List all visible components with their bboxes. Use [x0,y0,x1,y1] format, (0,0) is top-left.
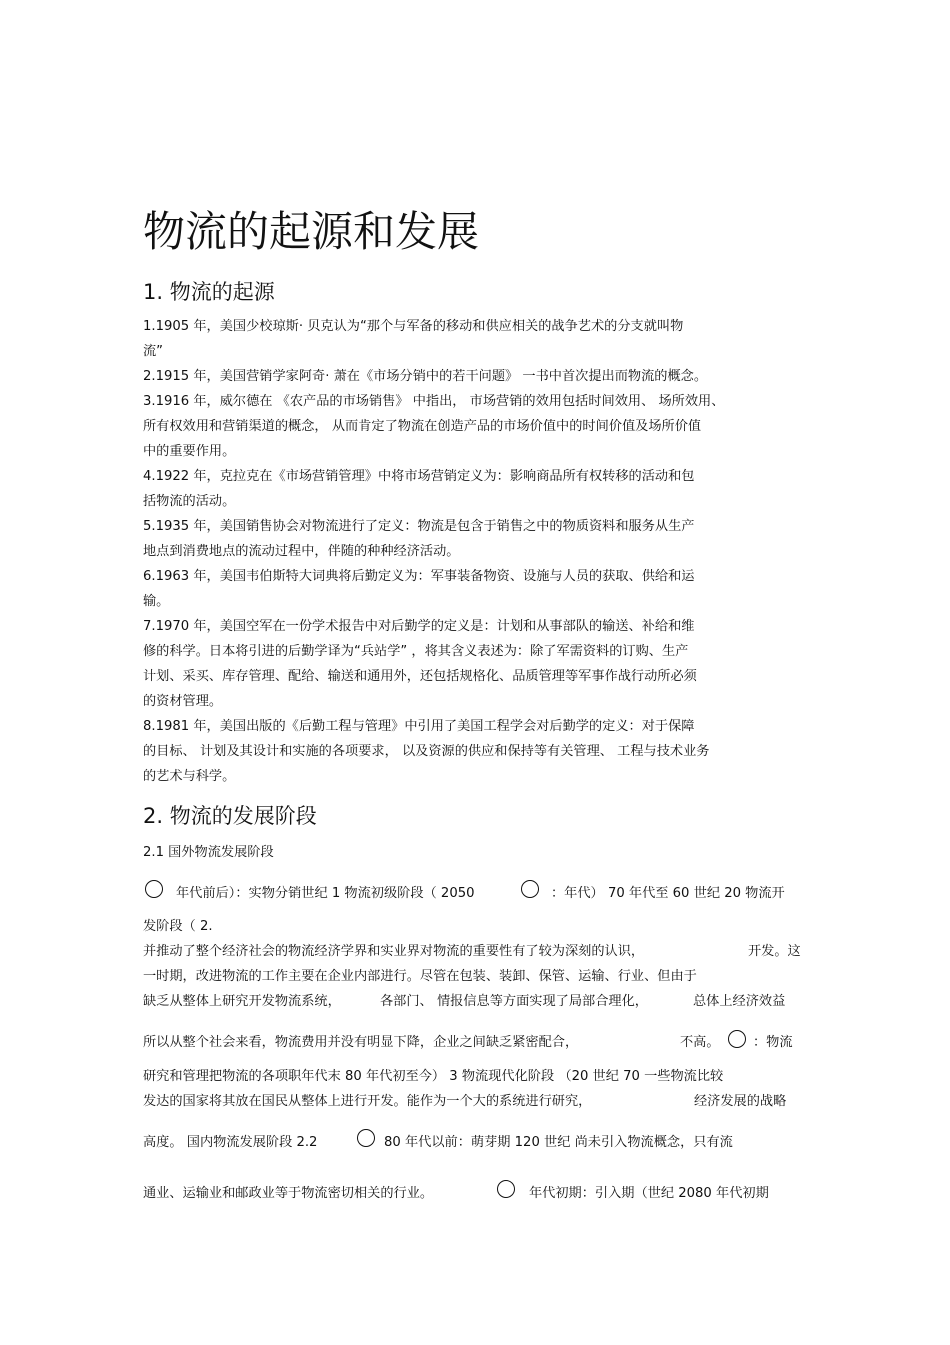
text-line: 年代初期：引入期（世纪 2080 年代初期 [529,1186,769,1201]
text-line: 地点到消费地点的流动过程中，伴随的种种经济活动。 [143,544,460,559]
text-line: 6.1963 年，美国韦伯斯特大词典将后勤定义为：军事装备物资、设施与人员的获取、供给和运 [143,569,695,584]
text-line: 3.1916 年，威尔德在 《农产品的市场销售》 中指出， 市场营销的效用包括时间效用、 场所效用、 [143,394,725,409]
text-line: 开发。这 [748,944,801,959]
text-line: 输。 [143,594,170,609]
text-line: 所以从整个社会来看，物流费用并没有明显下降，企业之间缺乏紧密配合， [143,1035,579,1050]
page-title: 物流的起源和发展 [143,207,480,256]
text-line: 4.1922 年，克拉克在《市场营销管理》中将市场营销定义为：影响商品所有权转移的活动和包 [143,469,695,484]
circle-marker-icon [497,1180,515,1198]
text-line: 2.1915 年，美国营销学家阿奇· 萧在《市场分销中的若干问题》 一书中首次提出而物流的概念。 [143,369,708,384]
text-line: 中的重要作用。 [143,444,236,459]
text-line: 流” [143,344,164,359]
text-line: 缺乏从整体上研究开发物流系统， [143,994,341,1009]
text-line: 所有权效用和营销渠道的概念， 从而肯定了物流在创造产品的市场价值中的时间价值及场所价值 [143,419,702,434]
text-line: 80 年代以前：萌芽期 120 世纪 尚未引入物流概念，只有流 [384,1135,733,1150]
circle-marker-icon [728,1030,746,1048]
text-line: 总体上经济效益 [693,994,786,1009]
text-line: 1.1905 年，美国少校琼斯· 贝克认为“那个与军备的移动和供应相关的战争艺术的分支就叫物 [143,319,684,334]
text-line: 年代前后）：实物分销世纪 1 物流初级阶段（ 2050 [176,886,475,901]
text-line: 高度。 国内物流发展阶段 2.2 [143,1135,318,1150]
text-line: 研究和管理把物流的各项职年代末 80 年代初至今） 3 物流现代化阶段 （20 世纪 70 一些物流比较 [143,1069,724,1084]
text-line: ：物流 [753,1035,793,1050]
text-line: ：年代） 70 年代至 60 世纪 20 物流开 [551,886,785,901]
text-line: 发达的国家将其放在国民从整体上进行开发。能作为一个大的系统进行研究， [143,1094,592,1109]
text-line: 的目标、 计划及其设计和实施的各项要求， 以及资源的供应和保持等有关管理、 工程与技术业务 [143,744,710,759]
text-line: 括物流的活动。 [143,494,236,509]
text-line: 不高。 [680,1035,720,1050]
text-line: 的资材管理。 [143,694,223,709]
text-line: 并推动了整个经济社会的物流经济学界和实业界对物流的重要性有了较为深刻的认识， [143,944,645,959]
circle-marker-icon [145,880,163,898]
circle-marker-icon [521,880,539,898]
text-line: 的艺术与科学。 [143,769,236,784]
text-line: 计划、采买、库存管理、配给、输送和通用外，还包括规格化、品质管理等军事作战行动所必须 [143,669,697,684]
text-line: 7.1970 年，美国空军在一份学术报告中对后勤学的定义是：计划和从事部队的输送、补给和维 [143,619,695,634]
section-heading-development: 2. 物流的发展阶段 [143,804,317,828]
text-line: 修的科学。日本将引进的后勤学译为“兵站学” ，将其含义表述为：除了军需资料的订购、生产 [143,644,689,659]
text-line: 一时期，改进物流的工作主要在企业内部进行。尽管在包装、装卸、保管、运输、行业、但由于 [143,969,697,984]
text-line: 8.1981 年，美国出版的《后勤工程与管理》中引用了美国工程学会对后勤学的定义：对于保障 [143,719,695,734]
subheading-foreign-stages: 2.1 国外物流发展阶段 [143,845,274,860]
text-line: 发阶段（ 2. [143,919,213,934]
text-line: 经济发展的战略 [694,1094,787,1109]
circle-marker-icon [357,1129,375,1147]
section-heading-origin: 1. 物流的起源 [143,280,275,304]
text-line: 各部门、 情报信息等方面实现了局部合理化， [380,994,648,1009]
text-line: 通业、运输业和邮政业等于物流密切相关的行业。 [143,1186,434,1201]
text-line: 5.1935 年，美国销售协会对物流进行了定义：物流是包含于销售之中的物质资料和服务从生产 [143,519,695,534]
